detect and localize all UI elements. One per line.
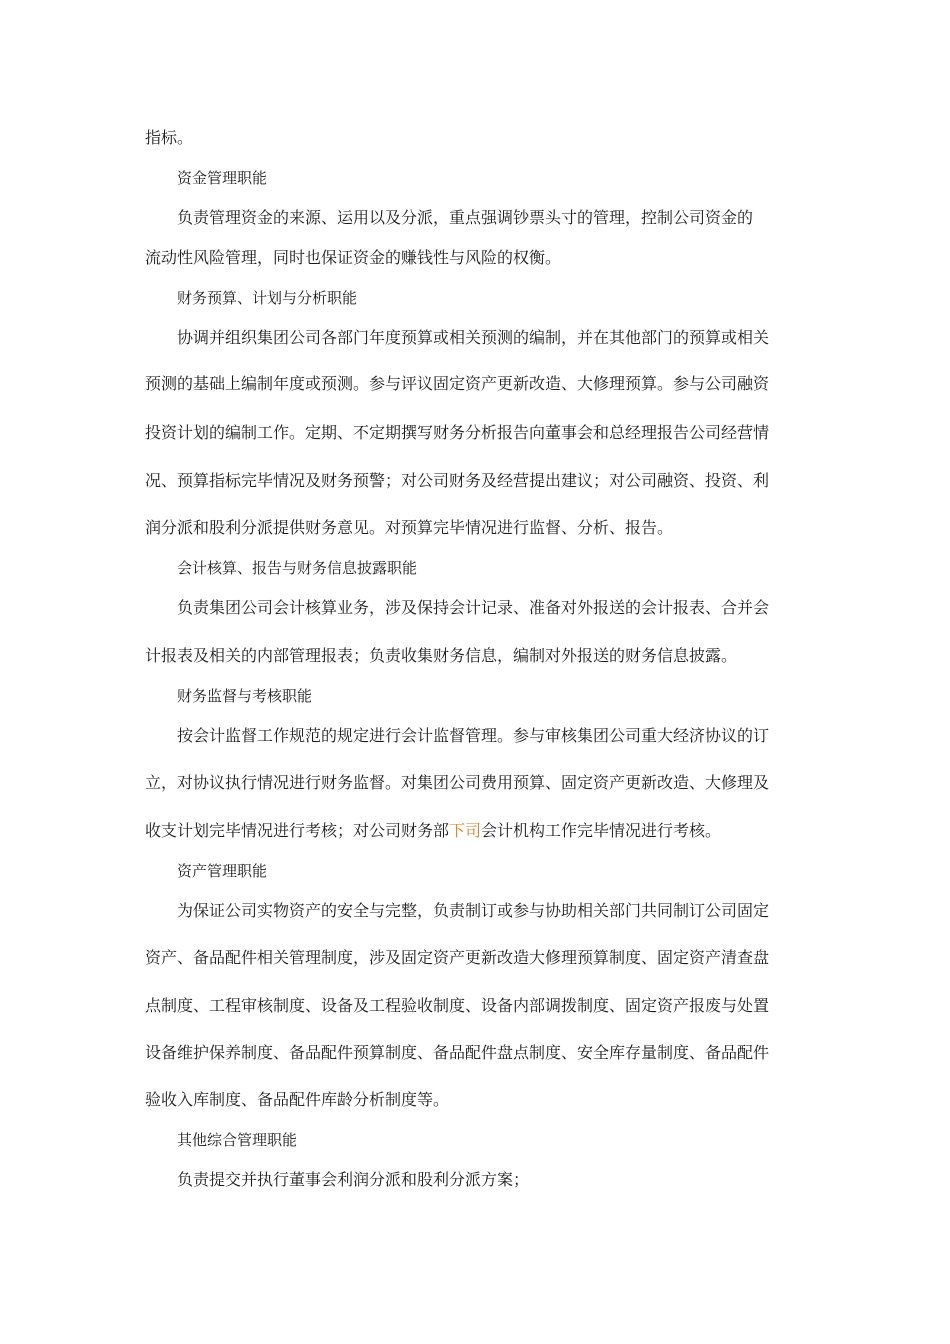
paragraph-line: 协调并组织集团公司各部门年度预算或相关预测的编制，并在其他部门的预算或相关 xyxy=(177,328,770,347)
paragraph-line: 为保证公司实物资产的安全与完整，负责制订或参与协助相关部门共同制订公司固定 xyxy=(177,901,770,920)
paragraph-line: 资产、备品配件相关管理制度，涉及固定资产更新改造大修理预算制度、固定资产清查盘 xyxy=(145,948,770,967)
paragraph-line xyxy=(145,821,721,841)
section-heading-funds: 资金管理职能 xyxy=(177,169,268,187)
paragraph-line: 负责提交并执行董事会利润分派和股利分派方案； xyxy=(177,1170,530,1189)
paragraph-line: 负责管理资金的来源、运用以及分派，重点强调钞票头寸的管理，控制公司资金的 xyxy=(177,208,754,227)
section-heading-accounting: 会计核算、报告与财务信息披露职能 xyxy=(177,559,418,577)
section-heading-other: 其他综合管理职能 xyxy=(177,1131,298,1149)
section-heading-supervision: 财务监督与考核职能 xyxy=(177,687,313,705)
paragraph-line: 立，对协议执行情况进行财务监督。对集团公司费用预算、固定资产更新改造、大修理及 xyxy=(145,773,770,792)
paragraph-line: 润分派和股利分派提供财务意见。对预算完毕情况进行监督、分析、报告。 xyxy=(145,518,674,537)
section-heading-budget: 财务预算、计划与分析职能 xyxy=(177,289,358,307)
paragraph-line: 负责集团公司会计核算业务，涉及保持会计记录、准备对外报送的会计报表、合并会 xyxy=(177,598,770,617)
paragraph-line: 点制度、工程审核制度、设备及工程验收制度、设备内部调拨制度、固定资产报废与处置 xyxy=(145,996,770,1015)
paragraph-line: 计报表及相关的内部管理报表；负责收集财务信息，编制对外报送的财务信息披露。 xyxy=(145,646,738,665)
paragraph-line: 况、预算指标完毕情况及财务预警；对公司财务及经营提出建议；对公司融资、投资、利 xyxy=(145,471,770,490)
section-heading-assets: 资产管理职能 xyxy=(177,862,268,880)
paragraph-line: 流动性风险管理，同时也保证资金的赚钱性与风险的权衡。 xyxy=(145,248,562,267)
paragraph-line: 按会计监督工作规范的规定进行会计监督管理。参与审核集团公司重大经济协议的订 xyxy=(177,726,770,745)
paragraph-tail: 指标。 xyxy=(145,128,194,147)
paragraph-line: 预测的基础上编制年度或预测。参与评议固定资产更新改造、大修理预算。参与公司融资 xyxy=(145,374,770,393)
paragraph-line: 投资计划的编制工作。定期、不定期撰写财务分析报告向董事会和总经理报告公司经营情 xyxy=(145,423,770,442)
line-text-after: 会计机构工作完毕情况进行考核。 xyxy=(481,821,722,840)
line-text-before: 收支计划完毕情况进行考核；对公司财务部 xyxy=(145,821,450,840)
paragraph-line: 设备维护保养制度、备品配件预算制度、备品配件盘点制度、安全库存量制度、备品配件 xyxy=(145,1043,770,1062)
highlighted-term: 下司 xyxy=(449,821,482,840)
paragraph-line: 验收入库制度、备品配件库龄分析制度等。 xyxy=(145,1090,450,1109)
